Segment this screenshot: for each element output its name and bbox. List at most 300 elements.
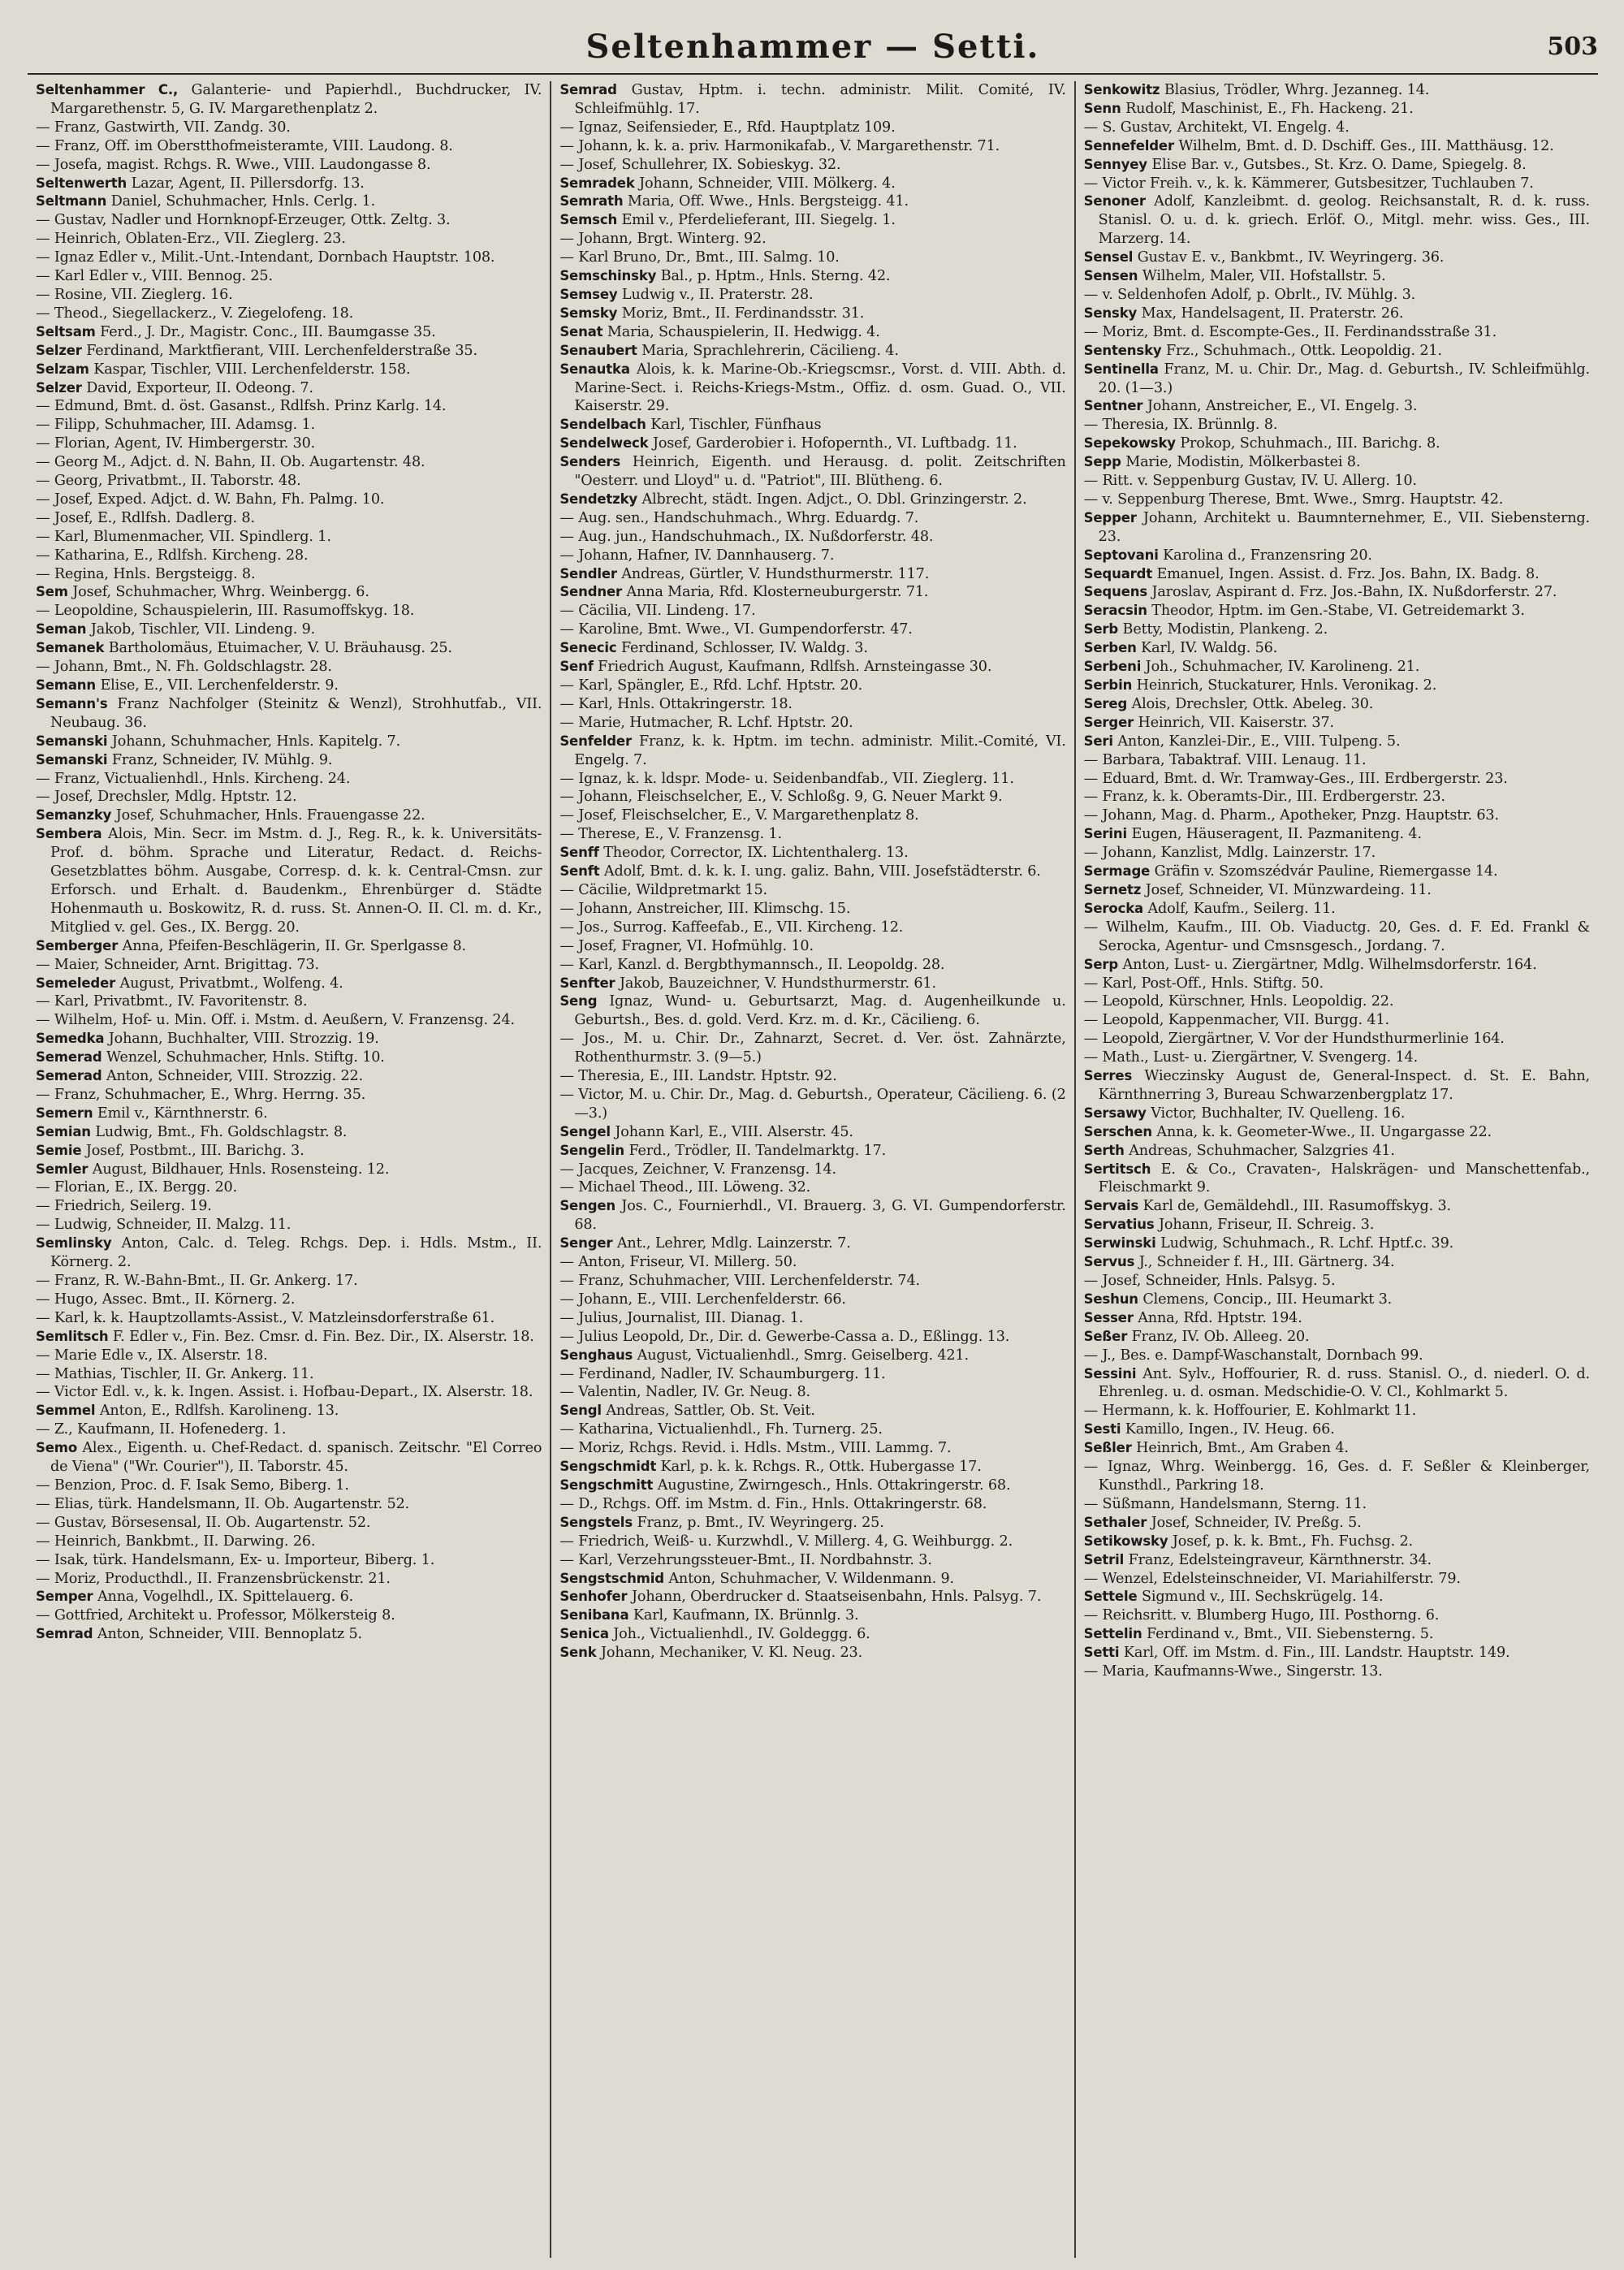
- entry-details: Augustine, Zwirngesch., Hnls. Ottakringerstr. 68.: [653, 1477, 1011, 1494]
- entry-details: — Josef, Exped. Adjct. d. W. Bahn, Fh. Palmg. 10.: [36, 491, 385, 508]
- entry-surname: Semanski: [36, 733, 108, 749]
- entry-details: — Barbara, Tabaktraf. VIII. Lenaug. 11.: [1083, 751, 1367, 768]
- directory-entry: [559, 1067, 1065, 1086]
- entry-surname: Sengschmitt: [559, 1477, 654, 1493]
- directory-entry: [1084, 1514, 1590, 1533]
- entry-details: Maria, Off. Wwe., Hnls. Bergsteigg. 41.: [623, 193, 909, 210]
- entry-details: Gräfin v. Szomszédvár Pauline, Riemergasse 14.: [1150, 863, 1498, 880]
- directory-entry: [1084, 677, 1590, 695]
- directory-entry: [1084, 1309, 1590, 1328]
- directory-entry: [36, 992, 542, 1011]
- directory-entry: [559, 192, 1065, 211]
- entry-surname: Senoner: [1083, 193, 1146, 210]
- directory-entry: [36, 119, 542, 137]
- entry-details: — Florian, E., IX. Bergg. 20.: [36, 1179, 238, 1196]
- entry-details: — Ignaz, k. k. ldspr. Mode- u. Seidenbandfab., VII. Zieglerg. 11.: [559, 770, 1014, 787]
- directory-entry: [559, 156, 1065, 175]
- entry-details: Max, Handelsagent, II. Praterstr. 26.: [1137, 305, 1404, 322]
- directory-entry: [559, 863, 1065, 881]
- entry-surname: Sengschmidt: [559, 1459, 657, 1475]
- entry-details: Wieczinsky August de, General-Inspect. d. St. E. Bahn, Kärnthnerring 3, Bureau Schwarzenbergplatz 17.: [1098, 1068, 1590, 1103]
- entry-surname: Sesti: [1083, 1421, 1121, 1438]
- entry-details: Franz, Edelsteingraveur, Kärnthnerstr. 34.: [1124, 1551, 1432, 1568]
- directory-entry: [559, 881, 1065, 900]
- directory-entry: [559, 547, 1065, 565]
- entry-details: — Wilhelm, Kaufm., III. Ob. Viaductg. 20, Ges. d. F. Ed. Frankl & Serocka, Agentur- und Cmsnsgesch., Jordang. 7.: [1083, 919, 1590, 954]
- entry-details: — Karl, Spängler, E., Rfd. Lchf. Hptstr. 20.: [559, 677, 863, 694]
- entry-surname: Sensky: [1083, 305, 1138, 321]
- entry-details: Wilhelm, Bmt. d. D. Dschiff. Ges., III. Matthäusg. 12.: [1173, 137, 1554, 154]
- entry-surname: Senkowitz: [1083, 82, 1160, 97]
- entry-surname: Servus: [1083, 1254, 1135, 1270]
- entry-details: Joh., Schuhmacher, IV. Karolineng. 21.: [1141, 659, 1420, 676]
- entry-surname: Seri: [1083, 733, 1113, 749]
- entry-details: Gustav E. v., Bankbmt., IV. Weyringerg. 36.: [1133, 249, 1445, 266]
- directory-entry: [1084, 267, 1590, 286]
- directory-entry: [559, 1533, 1065, 1551]
- entry-surname: Senat: [559, 323, 603, 339]
- directory-entry: [559, 286, 1065, 305]
- directory-entry: [1084, 658, 1590, 677]
- directory-entry: [559, 1347, 1065, 1365]
- directory-entry: [559, 695, 1065, 714]
- entry-surname: Semie: [36, 1142, 82, 1158]
- directory-entry: [559, 1625, 1065, 1644]
- directory-entry: [559, 1514, 1065, 1533]
- entry-details: — Johann, Kanzlist, Mdlg. Lainzerstr. 17.: [1083, 845, 1376, 862]
- directory-entry: [36, 1588, 542, 1606]
- directory-entry: [1084, 119, 1590, 137]
- entry-details: — Hermann, k. k. Hoffourier, E. Kohlmarkt 11.: [1083, 1403, 1417, 1420]
- directory-entry: [1084, 100, 1590, 119]
- directory-entry: [1084, 1495, 1590, 1514]
- directory-entry: [1084, 1365, 1590, 1403]
- entry-details: — Karl, Post-Off., Hnls. Stiftg. 50.: [1083, 975, 1324, 992]
- entry-details: — Cäcilie, Wildpretmarkt 15.: [559, 881, 767, 898]
- entry-details: — Ludwig, Schneider, II. Malzg. 11.: [36, 1217, 292, 1234]
- entry-details: — Johann, Brgt. Winterg. 92.: [559, 231, 767, 248]
- directory-entry: [559, 583, 1065, 602]
- entry-surname: Semanski: [36, 751, 108, 767]
- entry-details: — Benzion, Proc. d. F. Isak Semo, Biberg. 1.: [36, 1477, 349, 1494]
- directory-entry: [1084, 1663, 1590, 1681]
- directory-entry: [36, 770, 542, 789]
- entry-details: Alois, k. k. Marine-Ob.-Kriegscmsr., Vorst. d. VIII. Abth. d. Marine-Sect. i. Reichs-Kriegs-Mstm., Offiz. d. osm. Guad. O., VII. Kaiserstr. 29.: [574, 361, 1066, 415]
- entry-details: Karl, Kaufmann, IX. Brünnlg. 3.: [628, 1607, 859, 1624]
- entry-details: — Z., Kaufmann, II. Hofenederg. 1.: [36, 1421, 287, 1438]
- entry-details: Josef, Schuhmacher, Whrg. Weinbergg. 6.: [67, 584, 369, 601]
- entry-surname: Seltmann: [36, 193, 107, 210]
- directory-entry: [36, 435, 542, 453]
- entry-details: Josef, p. k. k. Bmt., Fh. Fuchsg. 2.: [1168, 1533, 1413, 1550]
- directory-entry: [1084, 1291, 1590, 1309]
- columns: [28, 81, 1598, 2258]
- directory-entry: [36, 825, 542, 936]
- entry-surname: Sepekowsky: [1083, 435, 1176, 452]
- entry-surname: Senft: [559, 863, 600, 880]
- directory-entry: [36, 156, 542, 175]
- entry-details: — Karl, Kanzl. d. Bergbthymannsch., II. Leopoldg. 28.: [559, 956, 945, 973]
- directory-entry: [36, 1309, 542, 1328]
- column-middle: [551, 81, 1075, 2258]
- directory-entry: [1084, 249, 1590, 267]
- entry-details: — Valentin, Nadler, IV. Gr. Neug. 8.: [559, 1384, 810, 1401]
- entry-surname: Serschen: [1083, 1123, 1152, 1139]
- entry-details: — Victor, M. u. Chir. Dr., Mag. d. Geburtsh., Operateur, Cäcilieng. 6. (2—3.): [559, 1086, 1066, 1122]
- entry-details: — Aug. jun., Handschuhmach., IX. Nußdorferstr. 48.: [559, 528, 934, 545]
- entry-details: J., Schneider f. H., III. Gärtnerg. 34.: [1134, 1254, 1395, 1271]
- directory-entry: [36, 1625, 542, 1644]
- directory-entry: [1084, 1606, 1590, 1625]
- entry-details: Moriz, Bmt., II. Ferdinandsstr. 31.: [617, 305, 865, 322]
- entry-surname: Seßler: [1083, 1440, 1132, 1456]
- directory-entry: [36, 249, 542, 267]
- entry-surname: Semo: [36, 1440, 78, 1456]
- entry-details: — Georg, Privatbmt., II. Taborstr. 48.: [36, 473, 301, 490]
- entry-details: — Gustav, Nadler und Hornknopf-Erzeuger, Ottk. Zeltg. 3.: [36, 212, 451, 229]
- entry-surname: Senica: [559, 1626, 609, 1642]
- directory-entry: [36, 379, 542, 398]
- directory-entry: [36, 1477, 542, 1495]
- entry-surname: Semper: [36, 1589, 93, 1605]
- entry-details: — Ignaz, Seifensieder, E., Rfd. Hauptplatz 109.: [559, 119, 896, 136]
- directory-entry: [1084, 547, 1590, 565]
- entry-details: F. Edler v., Fin. Bez. Cmsr. d. Fin. Bez. Dir., IX. Alserstr. 18.: [108, 1328, 534, 1345]
- entry-surname: Sepper: [1083, 509, 1137, 525]
- entry-surname: Semanzky: [36, 807, 112, 824]
- directory-entry: [36, 1383, 542, 1402]
- directory-entry: [36, 491, 542, 509]
- directory-entry: [559, 1606, 1065, 1625]
- directory-entry: [1084, 156, 1590, 175]
- entry-details: Franz, p. Bmt., IV. Weyringerg. 25.: [633, 1514, 884, 1531]
- entry-details: Kamillo, Ingen., IV. Heug. 66.: [1121, 1421, 1335, 1438]
- entry-details: Anna, k. k. Geometer-Wwe., II. Ungargasse 22.: [1151, 1123, 1492, 1140]
- directory-entry: [1084, 137, 1590, 156]
- directory-entry: [559, 565, 1065, 584]
- directory-entry: [36, 192, 542, 211]
- entry-details: Ferdinand v., Bmt., VII. Siebensterng. 5.: [1142, 1626, 1434, 1643]
- directory-entry: [36, 1178, 542, 1197]
- directory-entry: [1084, 1588, 1590, 1606]
- entry-details: — v. Seldenhofen Adolf, p. Obrlt., IV. Mühlg. 3.: [1083, 286, 1416, 303]
- entry-surname: Seracsin: [1083, 603, 1147, 619]
- directory-entry: [559, 137, 1065, 156]
- entry-surname: Sepp: [1083, 454, 1121, 470]
- entry-details: — Theresia, E., III. Landstr. Hptstr. 92.: [559, 1068, 837, 1085]
- entry-details: Anna Maria, Rfd. Klosterneuburgerstr. 71.: [622, 584, 929, 601]
- directory-entry: [36, 305, 542, 323]
- entry-surname: Sersawy: [1083, 1105, 1147, 1121]
- directory-entry: [559, 1291, 1065, 1309]
- directory-entry: [1084, 81, 1590, 100]
- entry-surname: Senf: [559, 659, 594, 675]
- directory-entry: [36, 602, 542, 620]
- directory-entry: [1084, 602, 1590, 620]
- entry-surname: Sengel: [559, 1123, 611, 1139]
- directory-entry: [1084, 361, 1590, 398]
- entry-surname: Semberger: [36, 937, 119, 953]
- entry-details: — Moriz, Bmt. d. Escompte-Ges., II. Ferdinandsstraße 31.: [1083, 323, 1497, 340]
- entry-surname: Sequardt: [1083, 565, 1153, 582]
- entry-details: — Ignaz Edler v., Milit.-Unt.-Intendant, Dornbach Hauptstr. 108.: [36, 249, 495, 266]
- directory-entry: [36, 1197, 542, 1216]
- directory-entry: [36, 677, 542, 695]
- directory-entry: [36, 1086, 542, 1105]
- entry-details: Alex., Eigenth. u. Chef-Redact. d. spanisch. Zeitschr. "El Correo de Viena" ("Wr. Courier"), II. Taborstr. 45.: [50, 1440, 542, 1476]
- entry-details: — Karl, k. k. Hauptzollamts-Assist., V. Matzleinsdorferstraße 61.: [36, 1309, 495, 1326]
- entry-surname: Semlitsch: [36, 1328, 109, 1344]
- entry-surname: Serth: [1083, 1142, 1125, 1158]
- directory-entry: [559, 602, 1065, 620]
- entry-details: — Julius, Journalist, III. Dianag. 1.: [559, 1309, 804, 1326]
- entry-details: Anton, Schuhmacher, V. Wildenmann. 9.: [663, 1570, 954, 1587]
- directory-entry: [36, 1291, 542, 1309]
- directory-entry: [559, 714, 1065, 733]
- entry-details: — Gottfried, Architekt u. Professor, Mölkersteig 8.: [36, 1607, 395, 1624]
- entry-details: Johann, Oberdrucker d. Staatseisenbahn, Hnls. Palsyg. 7.: [627, 1589, 1042, 1606]
- entry-details: Anton, E., Rdlfsh. Karolineng. 13.: [95, 1403, 339, 1420]
- directory-entry: [559, 1458, 1065, 1477]
- directory-entry: [1084, 751, 1590, 770]
- entry-surname: Serbin: [1083, 677, 1133, 693]
- entry-details: Frz., Schuhmach., Ottk. Leopoldig. 21.: [1161, 342, 1442, 359]
- entry-surname: Semschinsky: [559, 268, 657, 284]
- entry-details: Anna, Rfd. Hptstr. 194.: [1133, 1309, 1302, 1326]
- entry-details: Friedrich August, Kaufmann, Rdlfsh. Arnsteingasse 30.: [593, 659, 992, 676]
- entry-details: — Katharina, E., Rdlfsh. Kircheng. 28.: [36, 547, 309, 564]
- directory-entry: [559, 733, 1065, 770]
- entry-surname: Semler: [36, 1161, 89, 1177]
- entry-details: — Leopoldine, Schauspielerin, III. Rasumoffskyg. 18.: [36, 603, 415, 620]
- directory-entry: [1084, 695, 1590, 714]
- entry-details: Jakob, Bauzeichner, V. Hundsthurmerstr. 61.: [615, 975, 936, 992]
- entry-details: August, Bildhauer, Hnls. Rosensteing. 12.: [88, 1161, 390, 1178]
- entry-details: Marie, Modistin, Mölkerbastei 8.: [1121, 454, 1361, 471]
- directory-entry: [36, 1514, 542, 1533]
- entry-details: — Karl Bruno, Dr., Bmt., III. Salmg. 10.: [559, 249, 840, 266]
- entry-details: — Karl Edler v., VIII. Bennog. 25.: [36, 268, 273, 285]
- entry-details: Blasius, Trödler, Whrg. Jezanneg. 14.: [1160, 82, 1430, 98]
- entry-details: — Josef, Schullehrer, IX. Sobieskyg. 32.: [559, 156, 841, 173]
- directory-entry: [36, 695, 542, 733]
- entry-surname: Semern: [36, 1105, 93, 1121]
- entry-details: Josef, Schuhmacher, Hnls. Frauengasse 22.: [111, 807, 425, 824]
- entry-details: — Ignaz, Whrg. Weinbergg. 16, Ges. d. F. Seßler & Kleinberger, Kunsthdl., Parkring 18.: [1083, 1459, 1590, 1494]
- directory-entry: [36, 1495, 542, 1514]
- directory-entry: [36, 361, 542, 379]
- directory-entry: [559, 770, 1065, 789]
- directory-entry: [36, 1142, 542, 1161]
- entry-details: Clemens, Concip., III. Heumarkt 3.: [1138, 1291, 1393, 1308]
- directory-entry: [559, 1420, 1065, 1439]
- directory-entry: [1084, 770, 1590, 789]
- entry-details: — Elias, türk. Handelsmann, II. Ob. Augartenstr. 52.: [36, 1495, 410, 1512]
- directory-entry: [559, 249, 1065, 267]
- entry-details: — Wenzel, Edelsteinschneider, VI. Mariahilferstr. 79.: [1083, 1570, 1461, 1587]
- entry-details: Jaroslav, Aspirant d. Frz. Jos.-Bahn, IX. Nußdorferstr. 27.: [1147, 584, 1557, 601]
- directory-entry: [36, 583, 542, 602]
- directory-entry: [559, 1644, 1065, 1663]
- entry-details: Karl, Off. im Mstm. d. Fin., III. Landstr. Hauptstr. 149.: [1119, 1645, 1510, 1662]
- entry-surname: Sendler: [559, 565, 617, 582]
- directory-entry: [36, 1011, 542, 1030]
- entry-details: Galanterie- und Papierhdl., Buchdrucker, IV. Margarethenstr. 5, G. IV. Margarethenplatz 2.: [50, 82, 542, 117]
- directory-entry: [36, 1533, 542, 1551]
- entry-surname: Semanek: [36, 640, 105, 656]
- entry-details: Adolf, Kanzleibmt. d. geolog. Reichsanstalt, R. d. k. russ. Stanisl. O. u. d. k. griech. Erlöf. O., Mitgl. mehr. wiss. Ges., III. Marzerg. 14.: [1098, 193, 1590, 248]
- entry-details: Andreas, Sattler, Ob. St. Veit.: [601, 1403, 815, 1420]
- directory-entry: [1084, 992, 1590, 1011]
- entry-surname: Sessini: [1083, 1365, 1137, 1381]
- directory-entry: [1084, 1420, 1590, 1439]
- entry-details: — Maier, Schneider, Arnt. Brigittag. 73.: [36, 956, 319, 973]
- entry-details: Bal., p. Hptm., Hnls. Sterng. 42.: [656, 268, 891, 285]
- directory-entry: [36, 1105, 542, 1123]
- directory-entry: [559, 528, 1065, 547]
- entry-surname: Sethaler: [1083, 1514, 1147, 1530]
- directory-entry: [36, 342, 542, 361]
- directory-entry: [559, 1477, 1065, 1495]
- entry-details: Maria, Sprachlehrerin, Cäcilieng. 4.: [637, 342, 899, 359]
- entry-details: — Johann, Hafner, IV. Dannhauserg. 7.: [559, 547, 835, 564]
- entry-details: August, Privatbmt., Wolfeng. 4.: [115, 975, 343, 992]
- directory-entry: [559, 658, 1065, 677]
- entry-details: Anton, Kanzlei-Dir., E., VIII. Tulpeng. 5.: [1112, 733, 1401, 750]
- directory-entry: [36, 1420, 542, 1439]
- entry-details: — Theod., Siegellackerz., V. Ziegelofeng. 18.: [36, 305, 354, 322]
- entry-surname: Sensel: [1083, 249, 1134, 266]
- entry-details: — Aug. sen., Handschuhmach., Whrg. Eduardg. 7.: [559, 509, 919, 526]
- entry-details: — Moriz, Producthdl., II. Franzensbrückenstr. 21.: [36, 1570, 391, 1587]
- directory-entry: [559, 267, 1065, 286]
- column-right: [1076, 81, 1598, 2258]
- entry-details: — Franz, Schuhmacher, E., Whrg. Herrng. 35.: [36, 1086, 366, 1103]
- directory-entry: [559, 900, 1065, 919]
- entry-details: Karl, Tischler, Fünfhaus: [646, 417, 822, 434]
- entry-details: Anna, Pfeifen-Beschlägerin, II. Gr. Sperlgasse 8.: [118, 937, 466, 954]
- directory-entry: [559, 509, 1065, 528]
- entry-details: — Cäcilia, VII. Lindeng. 17.: [559, 603, 756, 620]
- entry-details: Karl, IV. Waldg. 56.: [1136, 640, 1278, 657]
- directory-entry: [1084, 714, 1590, 733]
- entry-details: Heinrich, Bmt., Am Graben 4.: [1131, 1440, 1349, 1457]
- directory-entry: [36, 1123, 542, 1142]
- directory-entry: [559, 975, 1065, 993]
- directory-entry: [36, 509, 542, 528]
- entry-details: — Jos., Surrog. Kaffeefab., E., VII. Kircheng. 12.: [559, 919, 904, 936]
- entry-surname: Senn: [1083, 100, 1121, 116]
- directory-entry: [36, 472, 542, 491]
- directory-entry: [1084, 620, 1590, 639]
- directory-entry: [1084, 975, 1590, 993]
- entry-details: Karl de, Gemäldehdl., III. Rasumoffskyg. 3.: [1138, 1198, 1451, 1215]
- directory-entry: [559, 81, 1065, 119]
- entry-surname: Seng: [559, 993, 598, 1010]
- entry-surname: Serb: [1083, 621, 1119, 638]
- directory-entry: [1084, 416, 1590, 435]
- directory-entry: [1084, 1347, 1590, 1365]
- entry-surname: Serger: [1083, 714, 1134, 730]
- entry-details: — Katharina, Victualienhdl., Fh. Turnerg. 25.: [559, 1421, 883, 1438]
- entry-surname: Serbeni: [1083, 659, 1142, 675]
- entry-surname: Sensen: [1083, 268, 1138, 284]
- directory-entry: [559, 937, 1065, 956]
- entry-details: Ferdinand, Schlosser, IV. Waldg. 3.: [616, 640, 868, 657]
- directory-entry: [36, 528, 542, 547]
- entry-surname: Servatius: [1083, 1217, 1155, 1233]
- entry-details: Wilhelm, Maler, VII. Hofstallstr. 5.: [1138, 268, 1386, 285]
- entry-details: — Ritt. v. Seppenburg Gustav, IV. U. Allerg. 10.: [1083, 473, 1417, 490]
- directory-entry: [1084, 1458, 1590, 1495]
- directory-entry: [1084, 1439, 1590, 1458]
- entry-details: Franz, IV. Ob. Alleeg. 20.: [1127, 1328, 1310, 1345]
- entry-details: — Leopold, Kürschner, Hnls. Leopoldig. 22.: [1083, 993, 1394, 1010]
- entry-surname: Semsch: [559, 212, 618, 228]
- entry-surname: Senhofer: [559, 1589, 628, 1605]
- directory-entry: [1084, 1067, 1590, 1105]
- directory-entry: [1084, 1105, 1590, 1123]
- directory-entry: [1084, 788, 1590, 806]
- directory-entry: [36, 1365, 542, 1384]
- entry-details: — Johann, k. k. a. priv. Harmonikafab., V. Margarethenstr. 71.: [559, 137, 1000, 154]
- entry-details: — Franz, k. k. Oberamts-Dir., III. Erdbergerstr. 23.: [1083, 789, 1445, 806]
- entry-details: — Friedrich, Seilerg. 19.: [36, 1198, 212, 1215]
- directory-entry: [559, 1123, 1065, 1142]
- directory-entry: [559, 1383, 1065, 1402]
- directory-entry: [36, 639, 542, 658]
- entry-details: Ludwig, Schuhmach., R. Lchf. Hptf.c. 39.: [1155, 1235, 1454, 1252]
- entry-surname: Semerad: [36, 1068, 102, 1084]
- entry-details: Heinrich, Stuckaturer, Hnls. Veronikag. 2.: [1132, 677, 1437, 694]
- directory-entry: [1084, 919, 1590, 956]
- entry-details: — Josef, E., Rdlfsh. Dadlerg. 8.: [36, 509, 255, 526]
- entry-surname: Senk: [559, 1645, 597, 1661]
- directory-entry: [559, 1328, 1065, 1347]
- directory-entry: [559, 1142, 1065, 1161]
- directory-entry: [559, 1551, 1065, 1570]
- directory-entry: [1084, 472, 1590, 491]
- entry-details: Maria, Schauspielerin, II. Hedwigg. 4.: [603, 323, 880, 340]
- directory-entry: [36, 1216, 542, 1234]
- entry-surname: Sem: [36, 584, 68, 600]
- entry-details: — Victor Freih. v., k. k. Kämmerer, Gutsbesitzer, Tuchlauben 7.: [1083, 175, 1534, 192]
- entry-details: Johann, Friseur, II. Schreig. 3.: [1154, 1217, 1375, 1234]
- directory-entry: [559, 230, 1065, 249]
- directory-entry: [1084, 1551, 1590, 1570]
- entry-details: — Leopold, Ziergärtner, V. Vor der Hundsthurmerlinie 164.: [1083, 1031, 1505, 1048]
- entry-details: Josef, Postbmt., III. Barichg. 3.: [81, 1142, 304, 1159]
- entry-surname: Sendetzky: [559, 491, 638, 507]
- entry-surname: Sequens: [1083, 584, 1147, 600]
- directory-entry: [1084, 342, 1590, 361]
- entry-details: Franz, k. k. Hptm. im techn. administr. Milit.-Comité, VI. Engelg. 7.: [574, 733, 1066, 768]
- directory-entry: [559, 1161, 1065, 1179]
- entry-details: Jakob, Tischler, VII. Lindeng. 9.: [86, 621, 316, 638]
- directory-entry: [1084, 565, 1590, 584]
- entry-details: — Franz, Schuhmacher, VIII. Lerchenfelderstr. 74.: [559, 1273, 920, 1289]
- directory-entry: [559, 1588, 1065, 1606]
- entry-surname: Semian: [36, 1123, 91, 1139]
- directory-entry: [1084, 509, 1590, 547]
- entry-surname: Semsky: [559, 305, 618, 321]
- entry-surname: Semrad: [36, 1626, 93, 1642]
- entry-details: Ant. Sylv., Hoffourier, R. d. russ. Stanisl. O., d. niederl. O. d. Ehrenleg. u. d. osman. Medschidie-O. V. Cl., Kohlmarkt 5.: [1098, 1365, 1590, 1401]
- entry-surname: Sengen: [559, 1198, 615, 1214]
- entry-details: Prokop, Schuhmach., III. Barichg. 8.: [1175, 435, 1440, 452]
- entry-details: Johann, Schneider, VIII. Mölkerg. 4.: [634, 175, 896, 192]
- entry-surname: Senff: [559, 845, 599, 861]
